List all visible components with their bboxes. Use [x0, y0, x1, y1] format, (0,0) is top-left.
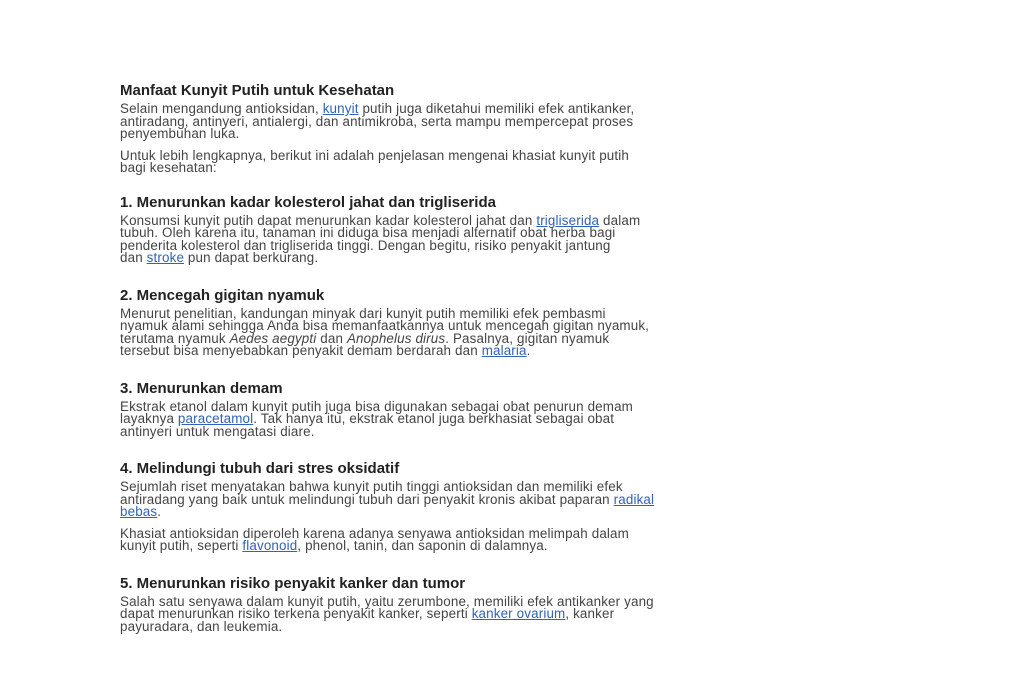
section-2 [120, 287, 910, 358]
link-kanker-ovarium[interactable]: kanker ovarium [471, 606, 566, 621]
section-5-heading: 5. Menurunkan risiko penyakit kanker dan tumor [120, 574, 466, 592]
section-1-paragraph: Konsumsi kunyit putih dapat menurunkan kadar kolesterol jahat dan trigliserida dalam tubuh. Oleh karena itu, tanaman ini diduga bisa menjadi alternatif obat herba bagi penderita kolesterol dan trigliserida tinggi. Dengan begitu, risiko penyakit jantung dan stroke pun dapat berkurang. [120, 212, 641, 265]
section-4 [120, 460, 910, 553]
link-stroke[interactable]: stroke [146, 250, 185, 265]
section-5 [120, 575, 910, 634]
link-paracetamol[interactable]: paracetamol [177, 411, 254, 426]
link-malaria[interactable]: malaria [481, 343, 527, 358]
link-trigliserida[interactable]: trigliserida [536, 212, 600, 228]
section-4-heading: 4. Melindungi tubuh dari stres oksidatif [120, 460, 400, 477]
section-1-heading: 1. Menurunkan kadar kolesterol jahat dan trigliserida [120, 193, 496, 211]
section-5-paragraph: Salah satu senyawa dalam kunyit putih, yaitu zerumbone, memiliki efek antikanker yang dapat menurunkan risiko terkena penyakit kanker, seperti kanker ovarium, kanker payuradara, dan leukemia. [120, 593, 654, 634]
link-radikal[interactable]: radikal [613, 491, 655, 507]
link-flavonoid[interactable]: flavonoid [242, 538, 298, 553]
section-3-heading: 3. Menurunkan demam [120, 379, 283, 397]
section-2-heading: 2. Mencegah gigitan nyamuk [120, 286, 325, 304]
section-4-paragraph-1: Sejumlah riset menyatakan bahwa kunyit putih tinggi antioksidan dan memiliki efek antiradang yang baik untuk melindungi tubuh dari penyakit kronis akibat paparan radikal bebas. [120, 479, 655, 519]
intro-paragraph-1: Selain mengandung antioksidan, kunyit putih juga diketahui memiliki efek antikanker, antiradang, antinyeri, antialergi, dan antimikroba, serta mampu mempercepat proses penyembuhan luka. [120, 101, 635, 141]
section-4-paragraph-2: Khasiat antioksidan diperoleh karena adanya senyawa antioksidan melimpah dalam kunyit putih, seperti flavonoid, phenol, tanin, dan saponin di dalamnya. [120, 525, 629, 553]
article [120, 82, 910, 633]
section-3-paragraph: Ekstrak etanol dalam kunyit putih juga bisa digunakan sebagai obat penurun demam layaknya paracetamol. Tak hanya itu, ekstrak etanol juga berkhasiat sebagai obat antinyeri untuk mengatasi diare. [120, 398, 633, 439]
page-title: Manfaat Kunyit Putih untuk Kesehatan [120, 82, 395, 99]
section-3 [120, 380, 910, 439]
section-2-paragraph: Menurut penelitian, kandungan minyak dari kunyit putih memiliki efek pembasmi nyamuk alami sehingga Anda bisa memanfaatkannya untuk mencegah gigitan nyamuk, terutama nyamuk Aedes aegypti dan Anophelus dirus. Pasalnya, gigitan nyamuk tersebut bisa menyebabkan penyakit demam berdarah dan malaria. [120, 305, 650, 358]
section-1 [120, 194, 910, 265]
intro-paragraph-2: Untuk lebih lengkapnya, berikut ini adalah penjelasan mengenai khasiat kunyit putih bagi kesehatan: [120, 147, 629, 175]
link-bebas[interactable]: bebas [120, 504, 158, 519]
link-kunyit[interactable]: kunyit [322, 101, 359, 116]
